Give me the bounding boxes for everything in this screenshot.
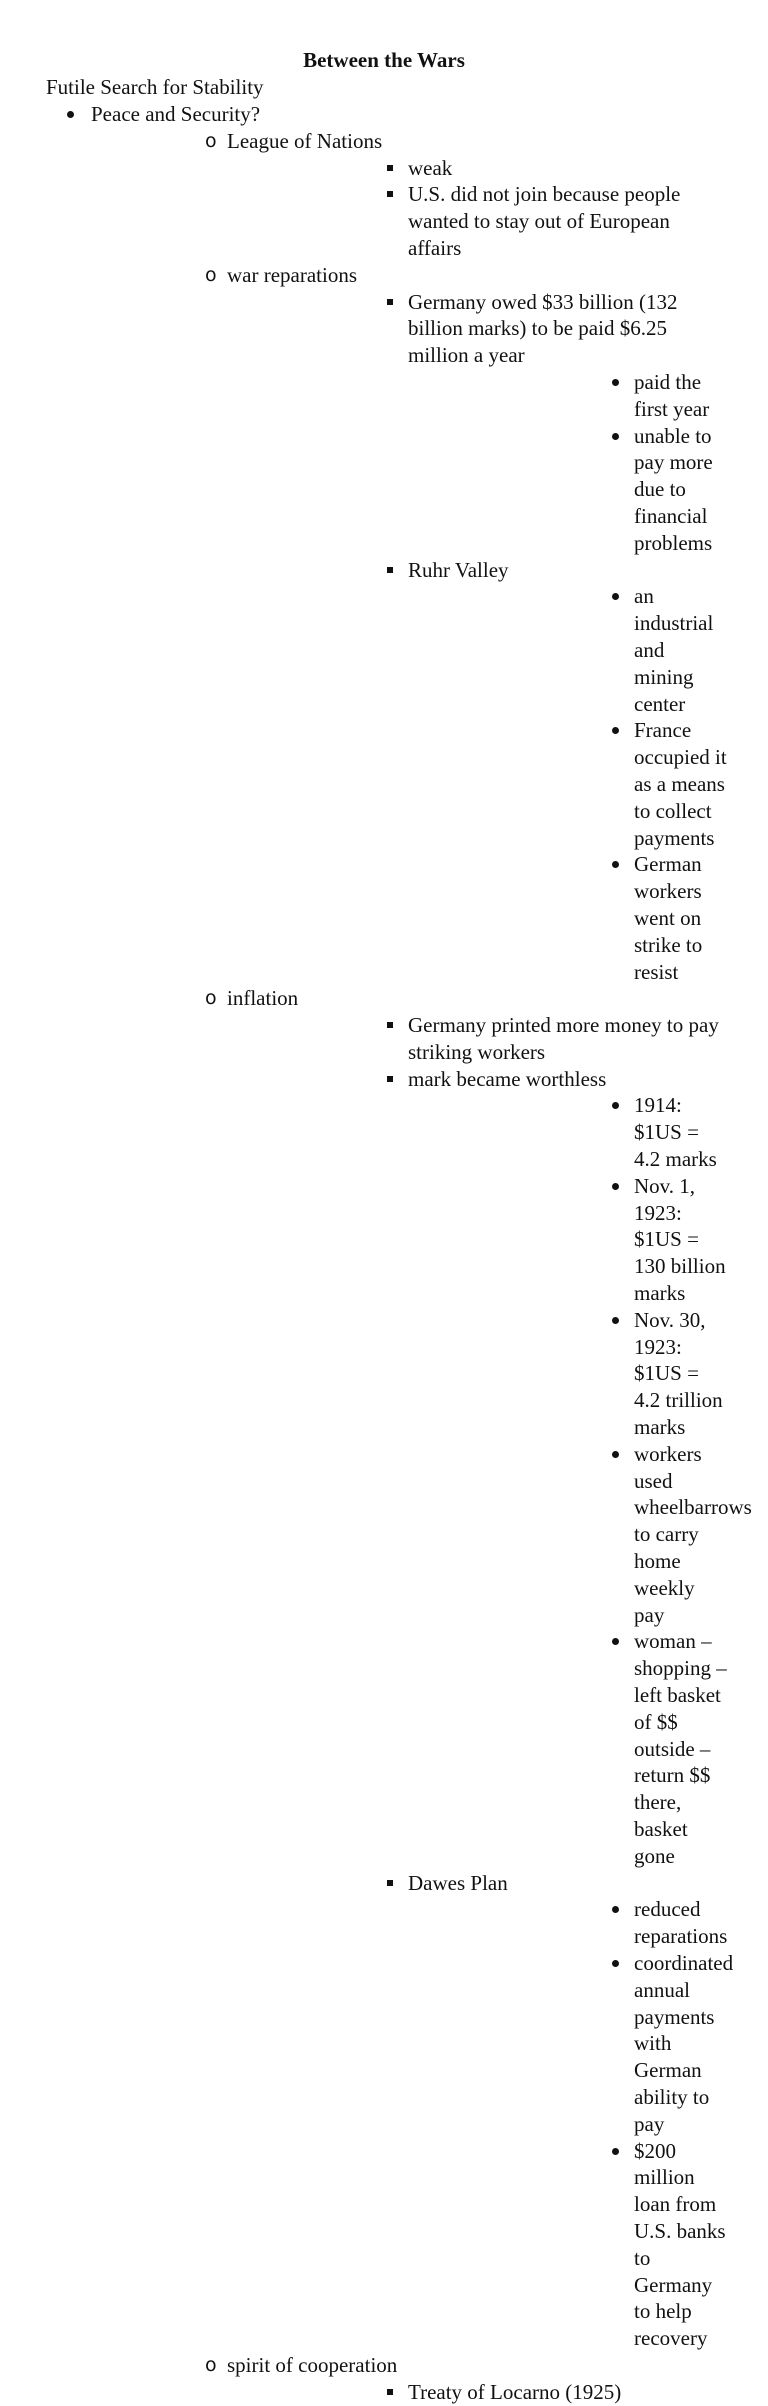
bullet-square xyxy=(387,567,393,573)
bullet-dot xyxy=(612,2148,619,2155)
item-text: League of Nations xyxy=(227,128,383,153)
page-title: Between the Wars xyxy=(303,48,465,72)
bullet-circle-outline: o xyxy=(205,129,217,152)
bullet-circle-outline: o xyxy=(205,263,217,286)
list-item xyxy=(408,1092,768,1172)
list-item xyxy=(227,557,768,986)
bullet-square xyxy=(387,1880,393,1886)
list-item xyxy=(408,583,768,717)
item-text: unable to pay more due to financial problems xyxy=(634,423,713,555)
bullet-square xyxy=(387,165,393,171)
bullet-square xyxy=(387,1076,393,1082)
item-text: spirit of cooperation xyxy=(227,2352,398,2377)
list-item xyxy=(227,1012,768,1066)
bullet-square xyxy=(387,299,393,305)
outline-item-cooperation xyxy=(91,2352,768,2406)
item-text: Nov. 30, 1923: $1US = 4.2 trillion marks xyxy=(634,1307,723,1440)
bullet-circle-outline: o xyxy=(205,987,217,1010)
item-text: Nov. 1, 1923: $1US = 130 billion marks xyxy=(634,1173,726,1306)
bullet-dot xyxy=(612,433,619,440)
outline xyxy=(0,101,768,2406)
bullet-dot xyxy=(612,1451,619,1458)
list-item xyxy=(408,2138,768,2352)
list-item xyxy=(408,1307,768,1441)
list-item xyxy=(408,1441,768,1629)
outline-item-league xyxy=(91,128,768,262)
bullet-dot xyxy=(612,861,619,868)
item-text: an industrial and mining center xyxy=(634,584,714,716)
bullet-dot xyxy=(612,593,619,600)
item-text: $200 million loan from U.S. banks to Germany to help recovery xyxy=(634,2138,726,2351)
item-text: weak xyxy=(408,155,453,180)
item-text: mark became worthless xyxy=(408,1066,607,1091)
item-text: coordinated annual payments with German ability to pay xyxy=(634,1950,734,2136)
bullet-dot xyxy=(612,1317,619,1324)
list-item xyxy=(408,851,768,985)
list-item xyxy=(408,1173,768,1307)
item-text: war reparations xyxy=(227,262,358,287)
bullet-square xyxy=(387,1022,393,1028)
outline-item-reparations xyxy=(91,262,768,986)
item-text: France occupied it as a means to collect payments xyxy=(634,718,727,850)
item-text: Dawes Plan xyxy=(408,1870,508,1895)
item-text: Peace and Security? xyxy=(91,102,261,126)
list-item xyxy=(408,369,768,423)
section-heading: Futile Search for Stability xyxy=(46,75,264,99)
list-item xyxy=(227,1870,768,2352)
item-text: Treaty of Locarno (1925) xyxy=(408,2379,622,2404)
list-item xyxy=(408,1950,768,2138)
item-text: woman – shopping – left basket of $$ outside – return $$ there, basket gone xyxy=(634,1629,727,1868)
list-item xyxy=(408,717,768,851)
item-text: U.S. did not join because people wanted to stay out of European affairs xyxy=(408,182,681,260)
list-item xyxy=(227,155,768,182)
outline-item-inflation xyxy=(91,985,768,2352)
bullet-dot xyxy=(612,379,619,386)
bullet-dot xyxy=(612,1183,619,1190)
item-text: inflation xyxy=(227,986,299,1011)
list-item xyxy=(408,1896,768,1950)
list-item xyxy=(408,423,768,557)
bullet-dot xyxy=(67,111,74,118)
item-text: 1914: $1US = 4.2 marks xyxy=(634,1093,717,1172)
bullet-square xyxy=(387,191,393,197)
item-text: paid the first year xyxy=(634,369,710,421)
item-text: Germany printed more money to pay striking workers xyxy=(408,1013,719,1064)
item-text: Ruhr Valley xyxy=(408,557,509,582)
item-text: reduced reparations xyxy=(634,1897,728,1949)
outline-item-peace-security xyxy=(0,101,768,2406)
item-text: Germany owed $33 billion (132 billion marks) to be paid $6.25 million a year xyxy=(408,289,678,368)
bullet-circle-outline: o xyxy=(205,2353,217,2376)
list-item xyxy=(408,1628,768,1869)
item-text: workers used wheelbarrows to carry home weekly pay xyxy=(634,1441,752,1627)
bullet-square xyxy=(387,2389,393,2395)
list-item xyxy=(227,2379,768,2406)
bullet-dot xyxy=(612,1906,619,1913)
bullet-dot xyxy=(612,1960,619,1967)
list-item xyxy=(227,181,768,261)
bullet-dot xyxy=(612,727,619,734)
bullet-dot xyxy=(612,1102,619,1109)
list-item xyxy=(227,1066,768,1870)
item-text: German workers went on strike to resist xyxy=(634,852,703,984)
list-item xyxy=(227,289,768,557)
document-page xyxy=(0,47,768,2406)
bullet-dot xyxy=(612,1638,619,1645)
